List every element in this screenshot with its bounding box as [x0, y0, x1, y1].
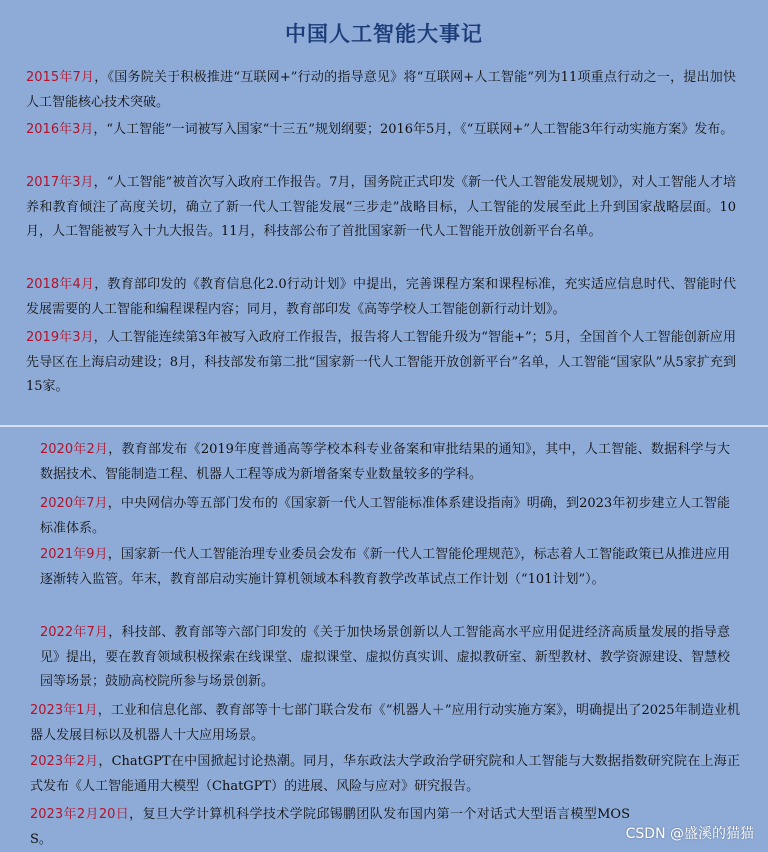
event-text: ，《国务院关于积极推进“互联网+”行动的指导意见》将“互联网+人工智能”列为11项重点行动之一，提出加快人工智能核心技术突破。	[26, 70, 736, 110]
timeline-panel-bottom	[0, 427, 768, 851]
event-date: 2017年3月	[26, 175, 94, 190]
event-date: 2023年2月	[30, 754, 99, 769]
event-2021-09	[40, 543, 730, 592]
event-date: 2023年2月20日	[30, 807, 130, 822]
event-2017-03	[26, 171, 736, 245]
event-date: 2015年7月	[26, 70, 95, 85]
event-date: 2022年7月	[40, 625, 109, 640]
page-title: 中国人工智能大事记	[285, 22, 483, 46]
event-2023-02	[30, 750, 740, 799]
event-text: ，“人工智能”被首次写入政府工作报告。7月，国务院正式印发《新一代人工智能发展规划》，对人工智能人才培养和教育倾注了高度关切，确立了新一代人工智能发展“三步走”战略目标，人工智能的发展至此上升到国家战略层面。10月，人工智能被写入十九大报告。11月，科技部公布了首批国家新一代人工智能开放创新平台名单。	[26, 175, 736, 240]
event-date: 2021年9月	[40, 547, 108, 562]
event-date: 2020年2月	[40, 442, 109, 457]
event-text: ，复旦大学计算机科学技术学院邱锡鹏团队发布国内第一个对话式大型语言模型MOSS。	[30, 807, 630, 847]
event-text: ，人工智能连续第3年被写入政府工作报告，报告将人工智能升级为“智能+”；5月，全国首个人工智能创新应用先导区在上海启动建设；8月，科技部发布第二批“国家新一代人工智能开放创新平台”名单，人工智能“国家队”从5家扩充到15家。	[26, 330, 736, 395]
event-text: ，教育部印发的《教育信息化2.0行动计划》中提出，完善课程方案和课程标准，充实适应信息时代、智能时代发展需要的人工智能和编程课程内容；同月，教育部印发《高等学校人工智能创新行动计划》。	[26, 277, 736, 317]
event-2023-02-20	[30, 803, 630, 852]
event-2022-07	[40, 621, 730, 695]
event-2023-01	[30, 699, 740, 748]
event-text: ，ChatGPT在中国掀起讨论热潮。同月，华东政法大学政治学研究院和人工智能与大数据指数研究院在上海正式发布《人工智能通用大模型（ChatGPT）的进展、风险与应对》研究报告。	[30, 754, 740, 794]
event-2019-03	[26, 326, 736, 400]
event-text: ，“人工智能”一词被写入国家“十三五”规划纲要；2016年5月，《“互联网+”人工智能3年行动实施方案》发布。	[93, 122, 734, 137]
csdn-watermark: CSDN @盛溪的猫猫	[625, 826, 754, 842]
event-text: ，工业和信息化部、教育部等十七部门联合发布《“机器人＋”应用行动实施方案》，明确提出了2025年制造业机器人发展目标以及机器人十大应用场景。	[30, 703, 740, 743]
event-2015-07	[26, 66, 736, 115]
event-text: ，教育部发布《2019年度普通高等学校本科专业备案和审批结果的通知》，其中，人工智能、数据科学与大数据技术、智能制造工程、机器人工程等成为新增备案专业数量较多的学科。	[40, 442, 730, 482]
event-date: 2023年1月	[30, 703, 98, 718]
event-text: ，国家新一代人工智能治理专业委员会发布《新一代人工智能伦理规范》，标志着人工智能政策已从推进应用逐渐转入监管。年末，教育部启动实施计算机领域本科教育教学改革试点工作计划（“101计划”）。	[40, 547, 730, 587]
event-2020-02	[40, 438, 730, 487]
event-date: 2020年7月	[40, 496, 108, 511]
event-2018-04	[26, 273, 736, 322]
event-date: 2019年3月	[26, 330, 94, 345]
event-2016-03	[26, 118, 736, 143]
event-2020-07	[40, 492, 730, 541]
event-text: ，科技部、教育部等六部门印发的《关于加快场景创新以人工智能高水平应用促进经济高质量发展的指导意见》提出，要在教育领域积极探索在线课堂、虚拟课堂、虚拟仿真实训、虚拟教研室、新型教材、教学资源建设、智慧校园等场景；鼓励高校院所参与场景创新。	[40, 625, 730, 690]
timeline-panel-top	[0, 0, 768, 425]
event-date: 2018年4月	[26, 277, 95, 292]
event-text: ，中央网信办等五部门发布的《国家新一代人工智能标准体系建设指南》明确，到2023年初步建立人工智能标准体系。	[40, 496, 730, 536]
event-date: 2016年3月	[26, 122, 94, 137]
